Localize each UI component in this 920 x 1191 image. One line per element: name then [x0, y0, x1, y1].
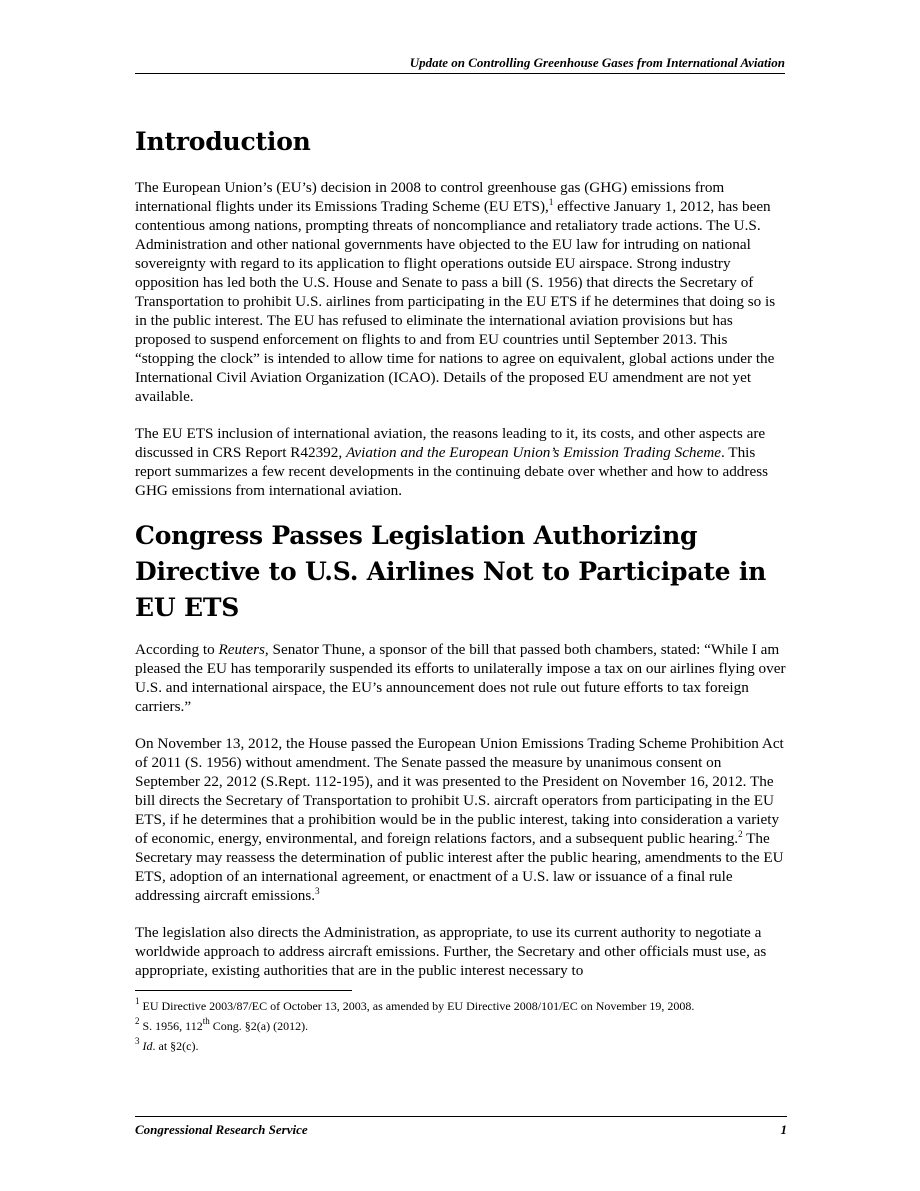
- congress-paragraph-2: [135, 734, 787, 905]
- footnotes: [135, 996, 787, 1059]
- footer-org: Congressional Research Service: [135, 1122, 308, 1137]
- page-body: [135, 124, 787, 998]
- intro-p1-text-b: effective January 1, 2012, has been contentious among nations, prompting threats of noncompliance and retaliatory trade actions. The U.S. Administration and other national governments have objected to the EU law for intruding on national sovereignty with regard to its application to flight operations outside EU airspace. Strong industry opposition has led both the U.S. House and Senate to pass a bill (S. 1956) that directs the Secretary of Transportation to prohibit U.S. airlines from participating in the EU ETS if he determines that doing so is in the public interest. The EU has refused to eliminate the international aviation provisions but has proposed to suspend enforcement on flights to and from EU countries until September 2013. This “stopping the clock” is intended to allow time for nations to agree on equivalent, global actions under the International Civil Aviation Organization (ICAO). Details of the proposed EU amendment are not yet available.: [135, 198, 776, 405]
- congress-paragraph-3: The legislation also directs the Administration, as appropriate, to use its current authority to negotiate a worldwide approach to address aircraft emissions. Further, the Secretary and other officials must use, as appropriate, existing authorities that are in the public interest necessary to: [135, 924, 767, 979]
- footnote-ref-2[interactable]: 2: [738, 829, 743, 839]
- footnote-italic: Id: [142, 1039, 153, 1053]
- footnote-1: [135, 996, 787, 1014]
- page-number: 1: [780, 1122, 787, 1137]
- footnote-2: [135, 1016, 787, 1034]
- footnote-ref-1[interactable]: 1: [548, 197, 554, 207]
- footnote-number: 3: [135, 1036, 140, 1046]
- congress-p1-text-b: , Senator Thune, a sponsor of the bill that passed both chambers, stated: “While I am pleased the EU has temporarily suspended its efforts to unilaterally impose a tax on our airlines flying over U.S. and international airspace, the EU’s announcement does not rule out future efforts to tax foreign carriers.”: [135, 641, 786, 715]
- intro-paragraph-2: [135, 424, 787, 500]
- footnote-number: 1: [135, 996, 140, 1006]
- intro-p1-text-a: The European Union’s (EU’s) decision in 2008 to control greenhouse gas (GHG) emissions from international flights under its Emissions Trading Scheme (EU ETS),: [135, 179, 725, 215]
- congress-paragraph-1: [135, 640, 787, 716]
- intro-p2-text-a: The EU ETS inclusion of international aviation, the reasons leading to it, its costs, and other aspects are discussed in CRS Report R42392,: [135, 425, 766, 461]
- running-header: Update on Controlling Greenhouse Gases from International Aviation: [135, 55, 785, 74]
- footnote-3: [135, 1036, 787, 1054]
- congress-p2-text-b: The Secretary may reassess the determination of public interest after the public hearing, amendments to the EU ETS, adoption of an international agreement, or enactment of a U.S. law or issuance of a final rule addressing aircraft emissions.: [135, 830, 784, 904]
- footnote-separator: [135, 990, 352, 991]
- intro-paragraph-1: [135, 178, 787, 406]
- congress-heading: Congress Passes Legislation Authorizing Directive to U.S. Airlines Not to Participate in EU ETS: [135, 521, 767, 622]
- reuters-italic: Reuters: [218, 641, 265, 658]
- congress-p2-text-a: On November 13, 2012, the House passed the European Union Emissions Trading Scheme Prohibition Act of 2011 (S. 1956) without amendment. The Senate passed the measure by unanimous consent on September 22, 2012 (S.Rept. 112-195), and it was presented to the President on November 16, 2012. The bill directs the Secretary of Transportation to prohibit U.S. aircraft operators from participating in the EU ETS, if he determines that a prohibition would be in the public interest, taking into consideration a variety of economic, energy, environmental, and foreign relations factors, and a subsequent public hearing.: [135, 735, 784, 847]
- ordinal-suffix: th: [202, 1016, 210, 1026]
- footnote-text: Cong. §2(a) (2012).: [209, 1019, 309, 1033]
- footnote-ref-3[interactable]: 3: [315, 886, 320, 896]
- report-title-italic: Aviation and the European Union’s Emission Trading Scheme: [345, 444, 721, 461]
- congress-p1-text-a: According to: [135, 641, 219, 658]
- page-footer: [135, 1116, 787, 1138]
- footnote-text: EU Directive 2003/87/EC of October 13, 2003, as amended by EU Directive 2008/101/EC on November 19, 2008.: [139, 999, 695, 1013]
- footnote-text: . at §2(c).: [152, 1039, 199, 1053]
- footnote-number: 2: [135, 1016, 140, 1026]
- intro-heading: Introduction: [135, 127, 311, 156]
- footnote-text: S. 1956, 112: [139, 1019, 203, 1033]
- intro-p2-text-b: . This report summarizes a few recent developments in the continuing debate over whether and how to address GHG emissions from international aviation.: [135, 444, 769, 499]
